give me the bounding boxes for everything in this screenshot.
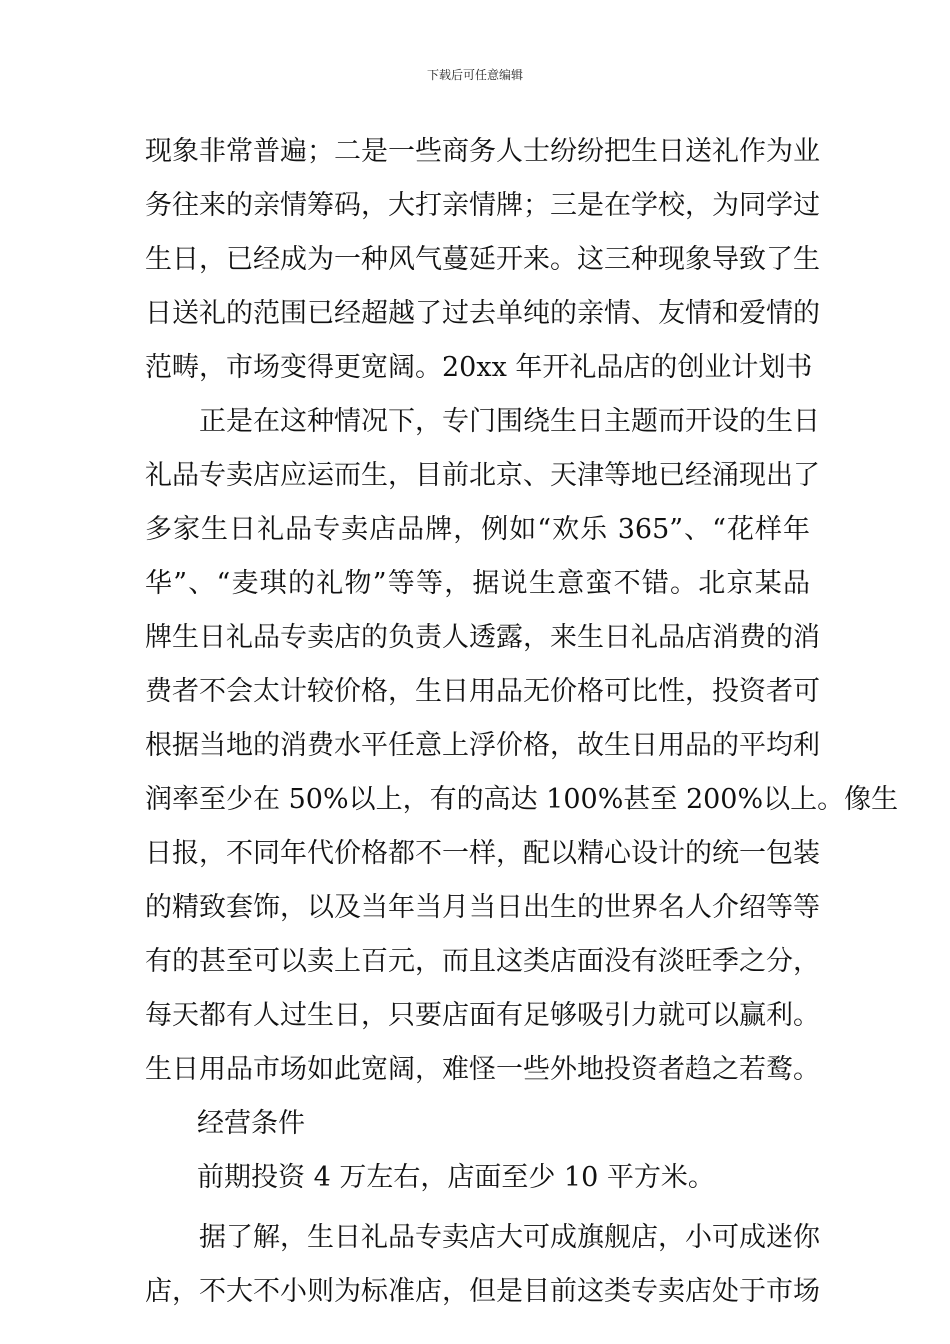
text-line: 店，不大不小则为标准店，但是目前这类专卖店处于市场 [145, 1276, 820, 1307]
text-line: 牌生日礼品专卖店的负责人透露，来生日礼品店消费的消 [145, 622, 820, 653]
paragraph-first-line: 据了解，生日礼品专卖店大可成旗舰店，小可成迷你 [199, 1222, 820, 1253]
paragraph-first-line: 正是在这种情况下，专门围绕生日主题而开设的生日 [199, 406, 820, 437]
text-line: 有的甚至可以卖上百元，而且这类店面没有淡旺季之分， [145, 946, 820, 977]
text-line: 日送礼的范围已经超越了过去单纯的亲情、友情和爱情的 [145, 298, 820, 329]
text-line: 的精致套饰，以及当年当月当日出生的世界名人介绍等等 [145, 892, 820, 923]
text-line: 多家生日礼品专卖店品牌，例如“欢乐 365”、“花样年 [145, 514, 810, 545]
text-line: 费者不会太计较价格，生日用品无价格可比性，投资者可 [145, 676, 820, 707]
text-line: 范畴，市场变得更宽阔。20xx 年开礼品店的创业计划书 [145, 352, 813, 383]
text-line: 润率至少在 50%以上，有的高达 100%甚至 200%以上。像生 [145, 784, 899, 815]
text-line: 日报，不同年代价格都不一样，配以精心设计的统一包装 [145, 838, 820, 869]
text-line: 礼品专卖店应运而生，目前北京、天津等地已经涌现出了 [145, 460, 820, 491]
text-line: 根据当地的消费水平任意上浮价格，故生日用品的平均利 [145, 730, 820, 761]
document-body [145, 125, 899, 1319]
text-line: 现象非常普遍；二是一些商务人士纷纷把生日送礼作为业 [145, 136, 820, 167]
page-header: 下载后可任意编辑 [426, 68, 523, 82]
text-line: 每天都有人过生日，只要店面有足够吸引力就可以赢利。 [145, 1000, 820, 1031]
text-line: 前期投资 4 万左右，店面至少 10 平方米。 [197, 1162, 715, 1193]
text-line: 生日，已经成为一种风气蔓延开来。这三种现象导致了生 [145, 244, 820, 275]
text-line: 华”、“麦琪的礼物”等等，据说生意蛮不错。北京某品 [145, 568, 810, 599]
text-line: 生日用品市场如此宽阔，难怪一些外地投资者趋之若鹜。 [145, 1054, 820, 1085]
text-line: 务往来的亲情筹码，大打亲情牌；三是在学校，为同学过 [145, 190, 820, 221]
section-heading: 经营条件 [197, 1108, 305, 1139]
